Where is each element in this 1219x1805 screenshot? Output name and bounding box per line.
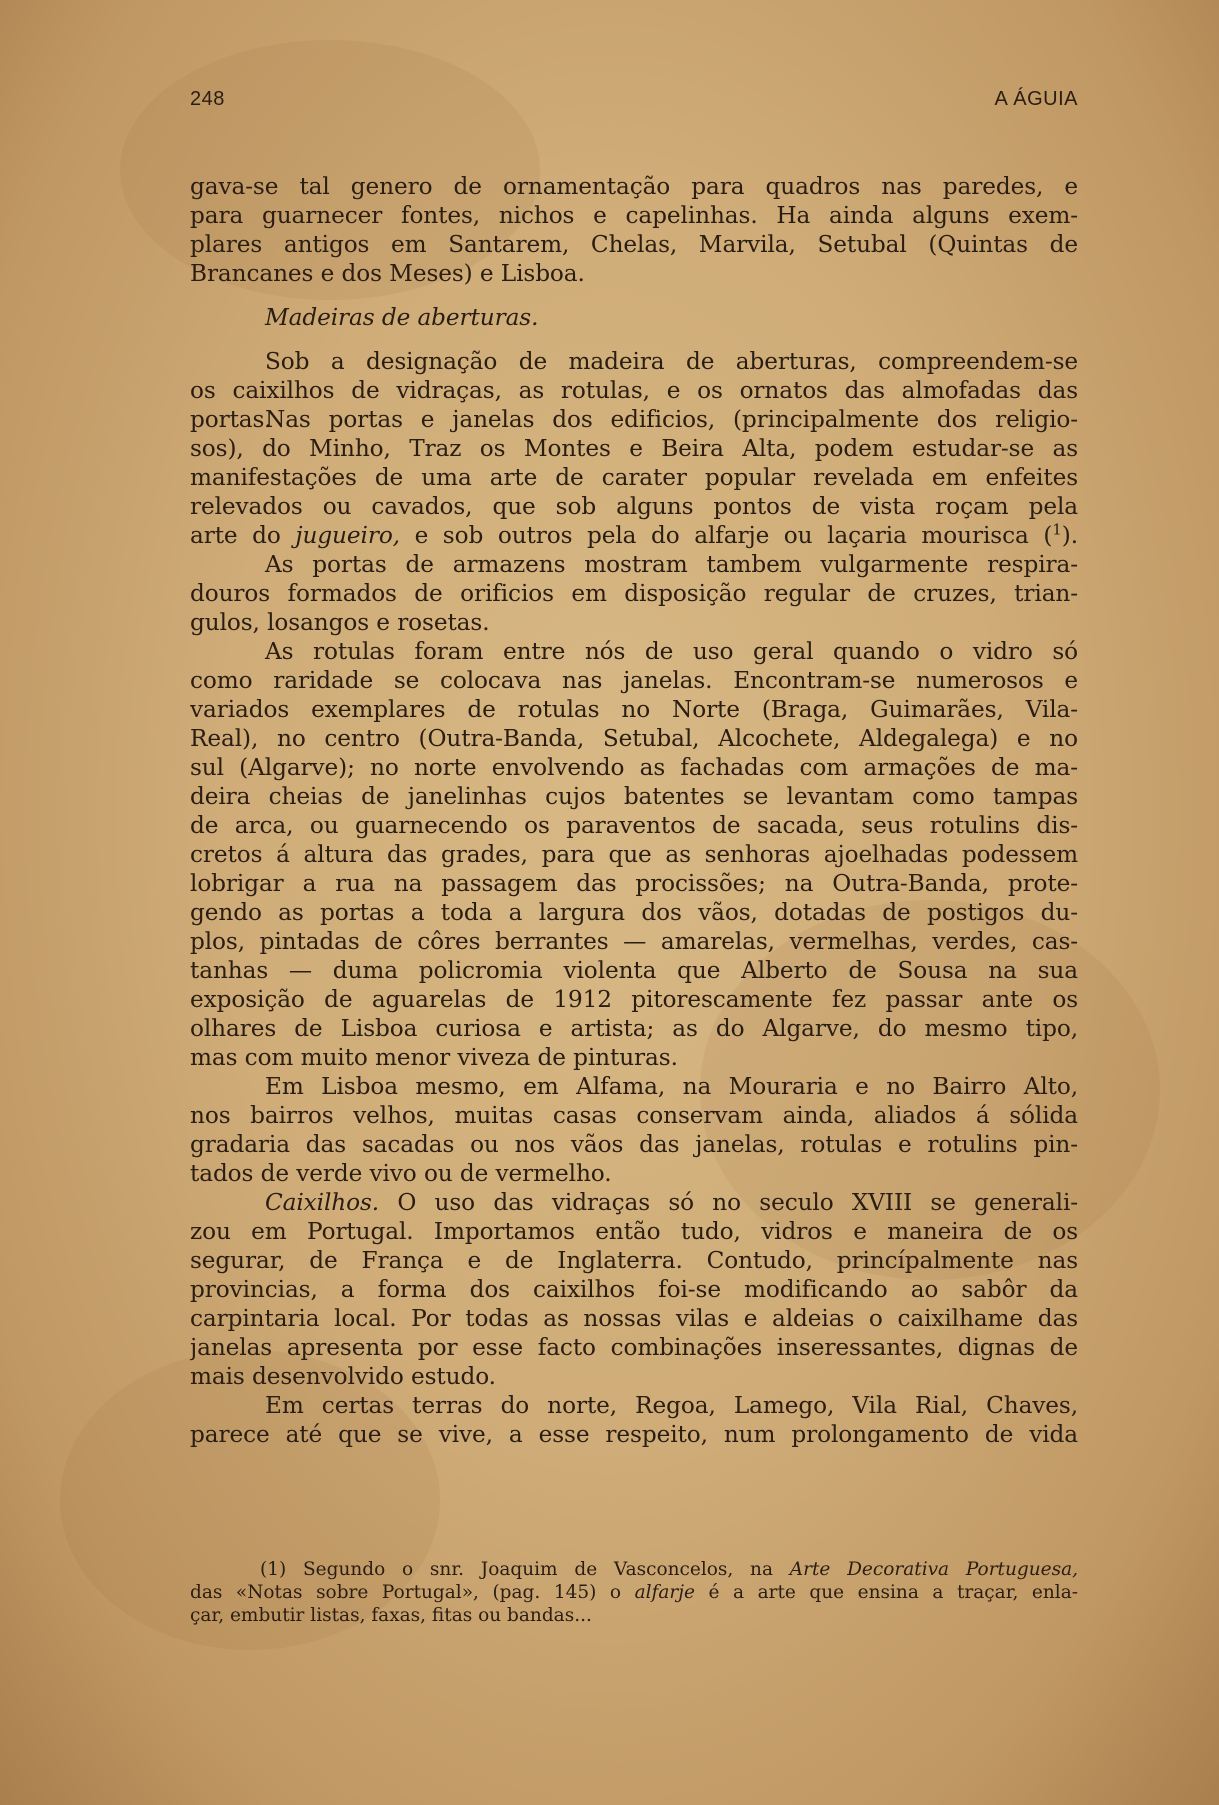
text-line: gendo as portas a toda a largura dos vãos, dotadas de postigos du-: [190, 899, 1078, 926]
text-line: tanhas — duma policromia violenta que Alberto de Sousa na sua: [190, 957, 1078, 984]
footnote-ref: 1: [1052, 521, 1062, 539]
text-line: de arca, ou guarnecendo os paraventos de sacada, seus rotulins dis-: [190, 812, 1078, 839]
text-line: zou em Portugal. Importamos então tudo, vidros e maneira de os: [190, 1218, 1078, 1245]
text-line: segurar, de França e de Inglaterra. Contudo, princípalmente nas: [190, 1247, 1078, 1274]
italic-term: alfarje: [634, 1582, 695, 1603]
section-heading: Madeiras de aberturas.: [265, 304, 539, 331]
text-line: provincias, a forma dos caixilhos foi-se modificando ao sabôr da: [190, 1276, 1078, 1303]
text-line: douros formados de orificios em disposição regular de cruzes, trian-: [190, 580, 1078, 607]
page-number: 248: [190, 88, 225, 110]
text-line: olhares de Lisboa curiosa e artista; as do Algarve, do mesmo tipo,: [190, 1015, 1078, 1042]
text-line: exposição de aguarelas de 1912 pitorescamente fez passar ante os: [190, 986, 1078, 1013]
text-line: portas.: [190, 406, 272, 433]
running-title: A ÁGUIA: [994, 88, 1078, 110]
text-line: lobrigar a rua na passagem das procissões; na Outra-Banda, prote-: [190, 870, 1078, 897]
text-line: carpintaria local. Por todas as nossas vilas e aldeias o caixilhame das: [190, 1305, 1078, 1332]
text-line: tados de verde vivo ou de vermelho.: [190, 1160, 612, 1187]
text-line: variados exemplares de rotulas no Norte (Braga, Guimarães, Vila-: [190, 696, 1078, 723]
text-segment: ).: [1061, 522, 1078, 549]
text-line: para guarnecer fontes, nichos e capelinhas. Ha ainda alguns exem-: [190, 202, 1078, 229]
text-segment: arte do: [190, 522, 296, 549]
text-line: Nas portas e janelas dos edificios, (principalmente dos religio-: [265, 406, 1078, 433]
text-line: plares antigos em Santarem, Chelas, Marvila, Setubal (Quintas de: [190, 231, 1078, 258]
footnote-line: [190, 1581, 1078, 1604]
text-line: [190, 521, 1078, 550]
text-line: gulos, losangos e rosetas.: [190, 609, 490, 636]
text-line: deira cheias de janelinhas cujos batentes se levantam como tampas: [190, 783, 1078, 810]
text-segment: Segundo o snr. Joaquim de Vasconcelos, na: [286, 1559, 790, 1580]
footnote-line: çar, embutir listas, faxas, fitas ou bandas...: [190, 1605, 592, 1626]
text-line: Em Lisboa mesmo, em Alfama, na Mouraria e no Bairro Alto,: [265, 1073, 1078, 1100]
italic-title: Arte Decorativa Portuguesa,: [789, 1559, 1078, 1580]
text-line: gava-se tal genero de ornamentação para quadros nas paredes, e: [190, 173, 1078, 200]
text-line: gradaria das sacadas ou nos vãos das janelas, rotulas e rotulins pin-: [190, 1131, 1078, 1158]
section-heading: Caixilhos.: [265, 1189, 380, 1216]
page-header: [190, 88, 1078, 118]
text-line: nos bairros velhos, muitas casas conservam ainda, aliados á sólida: [190, 1102, 1078, 1129]
text-line: [190, 1188, 1078, 1217]
text-line: mais desenvolvido estudo.: [190, 1363, 496, 1390]
text-line: manifestações de uma arte de carater popular revelada em enfeites: [190, 464, 1078, 491]
body-text: [190, 172, 1078, 1449]
text-line: Sob a designação de madeira de aberturas, compreendem-se: [265, 348, 1078, 375]
text-segment: das «Notas sobre Portugal», (pag. 145) o: [190, 1582, 635, 1603]
text-line: cretos á altura das grades, para que as senhoras ajoelhadas podessem: [190, 841, 1078, 868]
italic-term: jugueiro,: [295, 522, 400, 549]
text-line: mas com muito menor viveza de pinturas.: [190, 1044, 678, 1071]
text-line: Brancanes e dos Meses) e Lisboa.: [190, 260, 585, 287]
footnote-marker: (1): [260, 1559, 287, 1580]
text-line: Em certas terras do norte, Regoa, Lamego, Vila Rial, Chaves,: [265, 1392, 1078, 1419]
text-line: As rotulas foram entre nós de uso geral quando o vidro só: [265, 638, 1078, 665]
text-segment: é a arte que ensina a traçar, enla-: [694, 1582, 1078, 1603]
text-line: plos, pintadas de côres berrantes — amarelas, vermelhas, verdes, cas-: [190, 928, 1078, 955]
text-line: parece até que se vive, a esse respeito, num prolongamento de vida: [190, 1421, 1078, 1448]
text-segment: e sob outros pela do alfarje ou laçaria mourisca (: [399, 522, 1053, 549]
text-line: As portas de armazens mostram tambem vulgarmente respira-: [265, 551, 1078, 578]
text-line: os caixilhos de vidraças, as rotulas, e os ornatos das almofadas das: [190, 377, 1078, 404]
text-line: janelas apresenta por esse facto combinações inseressantes, dignas de: [190, 1334, 1078, 1361]
text-segment: O uso das vidraças só no seculo XVIII se generali-: [379, 1189, 1078, 1216]
text-line: Real), no centro (Outra-Banda, Setubal, Alcochete, Aldegalega) e no: [190, 725, 1078, 752]
text-line: como raridade se colocava nas janelas. Encontram-se numerosos e: [190, 667, 1078, 694]
text-line: relevados ou cavados, que sob alguns pontos de vista roçam pela: [190, 493, 1078, 520]
footnote-line: [190, 1558, 1078, 1581]
text-line: sos), do Minho, Traz os Montes e Beira Alta, podem estudar-se as: [190, 435, 1078, 462]
text-line: sul (Algarve); no norte envolvendo as fachadas com armações de ma-: [190, 754, 1078, 781]
footnote: [190, 1558, 1078, 1627]
